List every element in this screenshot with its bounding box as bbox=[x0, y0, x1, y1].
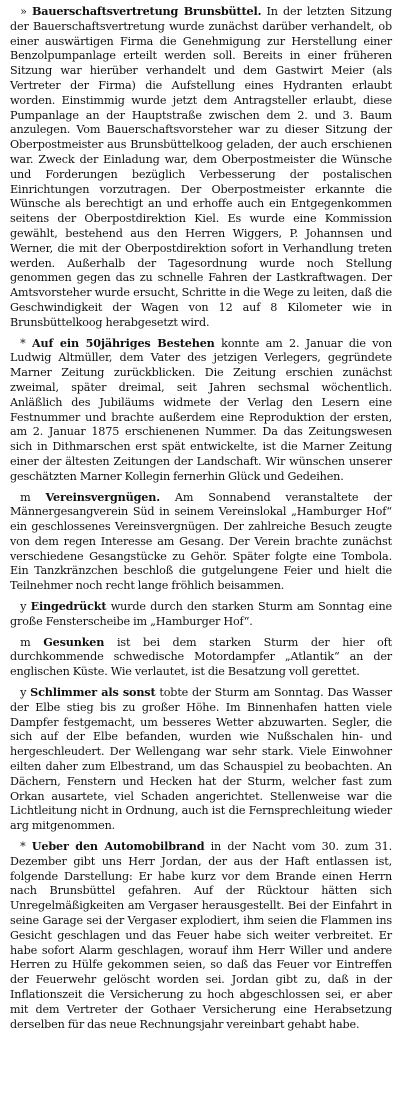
article-body: Am Sonnabend veranstaltete der Männergesangverein Süd in seinem Vereinslokal „Hamburger Hof“ ein geschlossenes Vereinsvergnügen. Der zahlreiche Besuch zeugte von dem regen Interesse am Gesang. Der Verein brachte zunächst verschiedene Gesangstücke zu Gehör. Später folgte eine Tombola. Ein Tanzkränzchen beschloß die gutgelungene Feier und hielt die Teilnehmer noch recht lange fröhlich beisammen. bbox=[10, 490, 392, 593]
article-marker: m bbox=[20, 490, 31, 504]
article-headline: Auf ein 50jähriges Bestehen bbox=[31, 335, 215, 350]
article-gesunken bbox=[10, 635, 392, 680]
article-body: wurde durch den starken Sturm am Sonntag eine große Fensterscheibe im „Hamburger Hof“. bbox=[10, 600, 392, 628]
article-headline: Ueber den Automobilbrand bbox=[31, 839, 205, 854]
article-headline: Gesunken bbox=[43, 634, 105, 649]
article-eingedrueckt bbox=[10, 599, 392, 630]
article-sturm bbox=[10, 685, 392, 834]
article-body: tobte der Sturm am Sonntag. Das Wasser der Elbe stieg bis zu großer Höhe. Im Binnenhafen hatten viele Dampfer festgemacht, um besseres Wetter abzuwarten. Segler, die sich auf der Elbe befanden, wurden wie Nußschalen hin- und hergeschleudert. Der Wellengang war sehr stark. Viele Einwohner eilten daher zum Elbestrand, um das Schauspiel zu beobachten. An Dächern, Fenstern und Hecken hat der Sturm, welcher fast zum Orkan ausartete, viel Schaden angerichtet. Stellenweise war die Lichtleitung nicht in Ordnung, auch ist die Fernsprechleitung wieder arg mitgenommen. bbox=[10, 686, 392, 833]
article-body: In der letzten Sitzung der Bauerschaftsvertretung wurde zunächst darüber verhandelt, ob einer auswärtigen Firma die Genehmigung zur Herstellung einer Benzolpumpanlage erteilt werden soll. Bereits in einer früheren Sitzung war hierüber verhandelt und dem Gastwirt Meier (als Vertreter der Firma) die Aufstellung eines Hydranten erlaubt worden. Einstimmig wurde jetzt dem Antragsteller erlaubt, diese Pumpanlage an der Hauptstraße zwischen dem 2. und 3. Baum anzulegen. Vom Bauerschaftsvorsteher war zu dieser Sitzung der Oberpostmeister aus Brunsbüttelkoog geladen, der auch erschienen war. Zweck der Einladung war, dem Oberpostmeister die Wünsche und Forderungen bezüglich Verbesserung der postalischen Einrichtungen vorzutragen. Der Oberpostmeister erkannte die Wünsche als berechtigt an und erhoffe auch ein Entgegenkommen seitens der Oberpostdirektion Kiel. Es wurde eine Kommission gewählt, bestehend aus den Herren Wiggers, P. Johannsen und Werner, die mit der Oberpostdirektion sofort in Verhandlung treten werden. Außerhalb der Tagesordnung wurde noch Stellung genommen gegen das zu schnelle Fahren der Lastkraftwagen. Der Amtsvorsteher wurde ersucht, Schritte in die Wege zu leiten, daß die Geschwindigkeit der Wagen von 12 auf 8 Kilometer wie in Brunsbüttelkoog herabgesetzt wird. bbox=[10, 5, 393, 329]
article-automobilbrand bbox=[10, 839, 392, 1032]
article-headline: Vereinsvergnügen. bbox=[45, 489, 160, 504]
article-body: ist bei dem starken Sturm der hier oft durchkommende schwedische Motordampfer „Atlantik“ an der englischen Küste. Wie verlautet, ist die Besatzung voll gerettet. bbox=[10, 635, 392, 679]
article-bauerschaftsvertretung bbox=[10, 4, 392, 331]
article-body: konnte am 2. Januar die von Ludwig Altmüller, dem Vater des jetzigen Verlegers, gegründete Marner Zeitung zurückblicken. Die Zeitung erschien zunächst zweimal, später dreimal, seit Jahren sechsmal wöchentlich. Anläßlich des Jubiläums widmete der Verlag den Lesern eine Festnummer und brachte außerdem eine Reproduktion der ersten, am 2. Januar 1875 erschienenen Nummer. Da das Zeitungswesen sich in Dithmarschen erst spät entwickelte, ist die Marner Zeitung einer der ältesten Zeitungen der Landschaft. Wir wünschen unserer geschätzten Marner Kollegin fernerhin Glück und Gedeihen. bbox=[10, 336, 393, 483]
article-headline: Eingedrückt bbox=[30, 599, 107, 614]
article-marker: y bbox=[20, 600, 27, 614]
article-jubilaeum-marner-zeitung bbox=[10, 336, 392, 485]
article-vereinsvergnuegen bbox=[10, 490, 392, 595]
article-body: in der Nacht vom 30. zum 31. Dezember gibt uns Herr Jordan, der aus der Haft entlassen ist, folgende Darstellung: Er habe kurz vor dem Brande einen Herrn nach Brunsbüttel gefahren. Auf der Rücktour hätten sich Unregelmäßigkeiten am Vergaser herausgestellt. Bei der Einfahrt in seine Garage sei der Vergaser explodiert, ihm seien die Flammen ins Gesicht geschlagen und das Feuer habe sich weiter verbreitet. Er habe sofort Alarm geschlagen, worauf ihm Herr Willer und andere Herren zu Hülfe gekommen seien, so daß das Feuer vor Eintreffen der Feuerwehr gelöscht worden sei. Jordan gibt zu, daß in der Inflationszeit die Versicherung zu hoch abgeschlossen sei, er aber mit dem Vertreter der Gothaer Versicherung eine Herabsetzung derselben für das neue Rechnungsjahr vereinbart gehabt habe. bbox=[10, 840, 392, 1031]
article-marker: * bbox=[20, 336, 26, 350]
article-headline: Bauerschaftsvertretung Brunsbüttel. bbox=[31, 4, 262, 18]
article-marker: m bbox=[20, 635, 31, 649]
article-marker: » bbox=[20, 5, 27, 18]
article-marker: y bbox=[20, 686, 27, 700]
article-headline: Schlimmer als sonst bbox=[30, 685, 156, 700]
news-column bbox=[10, 4, 392, 1032]
article-marker: * bbox=[20, 840, 26, 854]
